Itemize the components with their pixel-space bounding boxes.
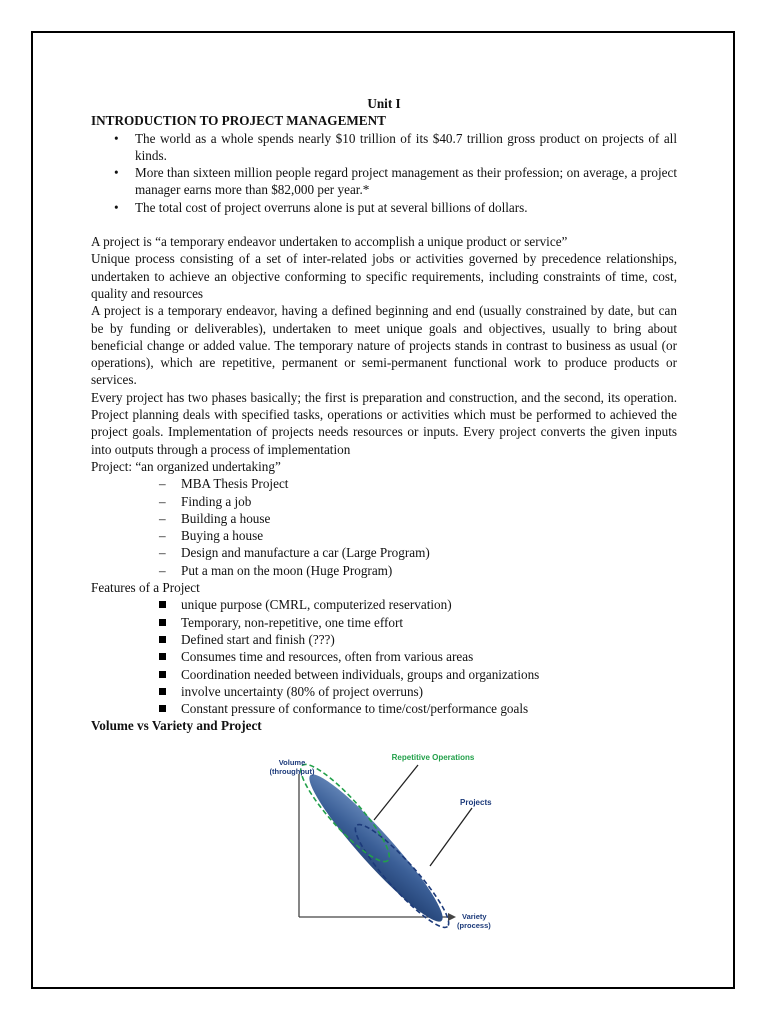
list-item: Consumes time and resources, often from various areas	[91, 648, 677, 665]
list-item: – Put a man on the moon (Huge Program)	[91, 562, 677, 579]
list-item: involve uncertainty (80% of project overruns)	[91, 683, 677, 700]
page-title: INTRODUCTION TO PROJECT MANAGEMENT	[91, 113, 386, 129]
x-axis-label: Variety	[462, 912, 487, 921]
list-item: Coordination needed between individuals, groups and organizations	[91, 666, 677, 683]
volume-variety-diagram	[270, 750, 510, 940]
list-item: – Finding a job	[91, 493, 677, 510]
repetitive-leader-line	[374, 765, 418, 820]
unit-label: Unit I	[367, 96, 401, 111]
y-axis-label-sub: (throughput)	[270, 767, 315, 776]
document-body	[91, 95, 677, 735]
list-item: unique purpose (CMRL, computerized reservation)	[91, 596, 677, 613]
list-item: Temporary, non-repetitive, one time effort	[91, 614, 677, 631]
list-item: – Buying a house	[91, 527, 677, 544]
list-item: • The world as a whole spends nearly $10 trillion of its $40.7 trillion gross product on projects of all kinds.	[91, 130, 677, 165]
list-item: Constant pressure of conformance to time/cost/performance goals	[91, 700, 677, 717]
features-heading: Features of a Project	[91, 580, 200, 596]
paragraph-definition: A project is “a temporary endeavor undertaken to accomplish a unique product or service”	[91, 234, 568, 250]
spacer	[91, 216, 677, 233]
y-axis-label: Volume	[278, 758, 306, 767]
intro-bullet-list	[91, 130, 677, 216]
list-item: • More than sixteen million people regard project management as their profession; on average, a project manager earns more than $82,000 per year.*	[91, 164, 677, 199]
list-item: Defined start and finish (???)	[91, 631, 677, 648]
paragraph-phases: Every project has two phases basically; the first is preparation and construction, and the second, its operation. Project planning deals with specified tasks, operations or activities which must be performed to achieved the project goals. Implementation of projects needs resources or inputs. Every project converts the given inputs into outputs through a process of implementation	[91, 389, 677, 457]
projects-ellipse	[299, 764, 454, 931]
diagram-title: Volume vs Variety and Project	[91, 718, 262, 734]
paragraph-temporary-endeavor: A project is a temporary endeavor, having a defined beginning and end (usually constrained by date, but can be by funding or deliverables), undertaken to meet unique goals and objectives, usually to bring about beneficial change or added value. The temporary nature of projects stands in contrast to business as usual (or operations), which are repetitive, permanent or semi-permanent functional work to produce products or services.	[91, 303, 677, 388]
list-item: • The total cost of project overruns alone is put at several billions of dollars.	[91, 199, 677, 216]
projects-leader-line	[430, 808, 472, 866]
x-axis-label-sub: (process)	[457, 921, 491, 930]
list-item: – Building a house	[91, 510, 677, 527]
projects-label: Projects	[460, 798, 492, 807]
features-list	[91, 596, 677, 717]
x-axis-arrow-icon	[448, 913, 456, 921]
repetitive-operations-label: Repetitive Operations	[391, 753, 475, 762]
list-item: – MBA Thesis Project	[91, 475, 677, 492]
project-heading: Project: “an organized undertaking”	[91, 458, 281, 474]
list-item: – Design and manufacture a car (Large Program)	[91, 544, 677, 561]
project-examples-list	[91, 475, 677, 579]
paragraph-unique-process: Unique process consisting of a set of inter-related jobs or activities governed by precedence relationships, undertaken to achieve an objective conforming to specific requirements, including constraints of time, cost, quality and resources	[91, 251, 677, 301]
